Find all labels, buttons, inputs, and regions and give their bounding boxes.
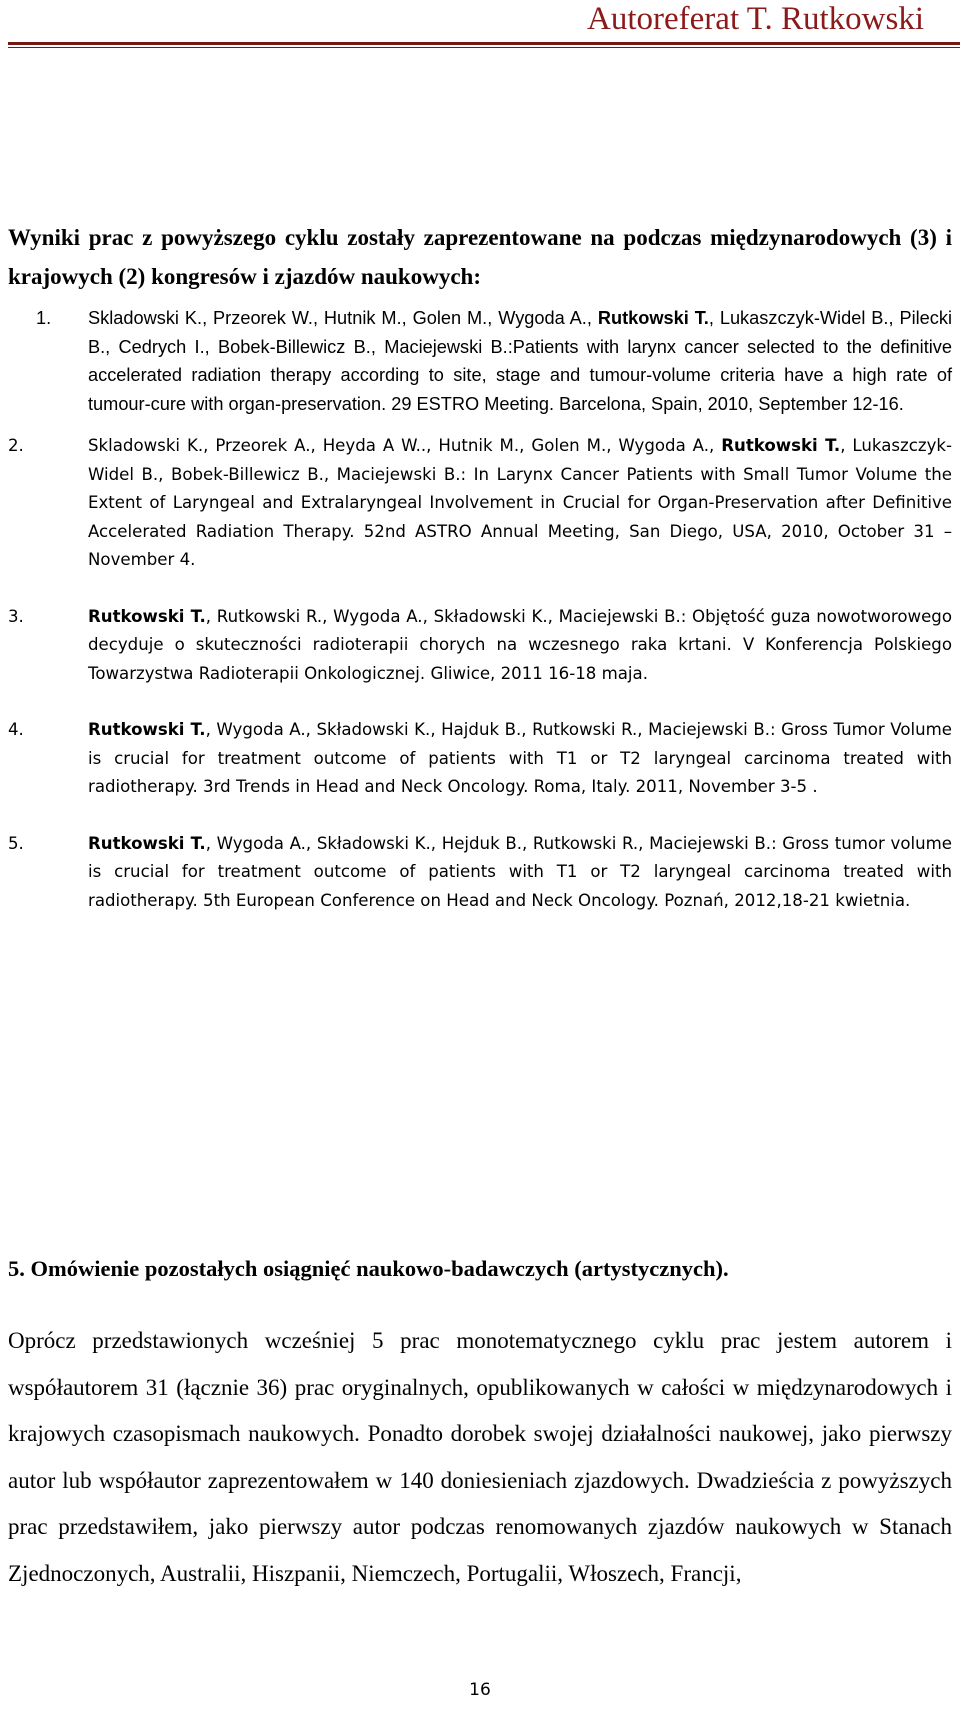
reference-highlighted-author: Rutkowski T. bbox=[88, 720, 206, 739]
reference-highlighted-author: Rutkowski T. bbox=[721, 436, 841, 455]
reference-details: , Rutkowski R., Wygoda A., Składowski K., Maciejewski B.: Objętość guza nowotworowego decyduje o skuteczności radioterapii chorych na wczesnego raka krtani. V Konferencja Polskiego Towarzystwa Radioterapii Onkologicznej. Gliwice, 2011 16-18 maja. bbox=[88, 606, 952, 683]
reference-highlighted-author: Rutkowski T. bbox=[88, 606, 206, 626]
header-rule-thin bbox=[8, 47, 960, 48]
section-paragraph: Oprócz przedstawionych wcześniej 5 prac monotematycznego cyklu prac jestem autorem i współautorem 31 (łącznie 36) prac oryginalnych, opublikowanych w całości w międzynarodowych i krajowych czasopismach naukowych. Ponadto dorobek swojej działalności naukowej, jako pierwszy autor lub współautor zaprezentowałem w 140 doniesieniach zjazdowych. Dwadzieścia z powyższych prac przedstawiłem, jako pierwszy autor podczas renomowanych zjazdów naukowych w Stanach Zjednoczonych, Australii, Hiszpanii, Niemczech, Portugalii, Włoszech, Francji, bbox=[8, 1328, 952, 1586]
reference-text bbox=[88, 603, 952, 689]
reference-details: , Lukaszczyk-Widel B., Pilecki B., Cedrych I., Bobek-Billewicz B., Maciejewski B.:Patients with larynx cancer selected to the definitive accelerated radiation therapy according to site, stage and tumour-volume criteria have a high rate of tumour-cure with organ-preservation. 29 ESTRO Meeting. Barcelona, Spain, 2010, September 12-16. bbox=[88, 308, 952, 414]
page-header bbox=[0, 0, 960, 44]
reference-text bbox=[88, 830, 952, 916]
reference-details: , Wygoda A., Składowski K., Hajduk B., Rutkowski R., Maciejewski B.: Gross Tumor Volume is crucial for treatment outcome of patients with T1 or T2 laryngeal carcinoma treated with radiotherapy. 3rd Trends in Head and Neck Oncology. Roma, Italy. 2011, November 3-5 . bbox=[88, 720, 952, 796]
header-rule bbox=[8, 42, 960, 45]
section-heading: 5. Omówienie pozostałych osiągnięć naukowo-badawczych (artystycznych). bbox=[8, 1256, 729, 1281]
reference-text bbox=[88, 432, 952, 575]
reference-text bbox=[88, 304, 952, 418]
reference-item-2 bbox=[8, 432, 952, 575]
reference-highlighted-author: Rutkowski T. bbox=[88, 833, 206, 853]
page-number: 16 bbox=[469, 1680, 491, 1700]
reference-number: 4. bbox=[8, 720, 24, 739]
reference-number: 2. bbox=[8, 436, 24, 455]
reference-text bbox=[88, 716, 952, 802]
reference-list bbox=[8, 304, 952, 915]
reference-details: , Lukaszczyk-Widel B., Bobek-Billewicz B., Maciejewski B.: In Larynx Cancer Patients with Small Tumor Volume the Extent of Laryngeal and Extralaryngeal Involvement in Crucial for Organ-Preservation after Definitive Accelerated Radiation Therapy. 52nd ASTRO Annual Meeting, San Diego, USA, 2010, October 31 – November 4. bbox=[88, 436, 952, 569]
reference-number: 3. bbox=[8, 606, 24, 626]
reference-item-3 bbox=[8, 603, 952, 689]
reference-item-5 bbox=[8, 830, 952, 916]
header-title: Autoreferat T. Rutkowski bbox=[587, 1, 924, 37]
intro-paragraph: Wyniki prac z powyższego cyklu zostały zaprezentowane na podczas międzynarodowych (3) i krajowych (2) kongresów i zjazdów naukowych: bbox=[8, 225, 952, 289]
reference-item-4 bbox=[8, 716, 952, 802]
reference-number: 5. bbox=[8, 833, 24, 853]
reference-highlighted-author: Rutkowski T. bbox=[597, 308, 709, 328]
reference-item-1 bbox=[8, 304, 952, 418]
reference-authors-before: Skladowski K., Przeorek A., Heyda A W.., Hutnik M., Golen M., Wygoda A., bbox=[88, 436, 722, 455]
reference-authors-before: Skladowski K., Przeorek W., Hutnik M., Golen M., Wygoda A., bbox=[88, 308, 598, 328]
reference-details: , Wygoda A., Składowski K., Hejduk B., Rutkowski R., Maciejewski B.: Gross tumor volume is crucial for treatment outcome of patients with T1 or T2 laryngeal carcinoma treated with radiotherapy. 5th European Conference on Head and Neck Oncology. Poznań, 2012,18-21 kwietnia. bbox=[88, 833, 952, 910]
reference-number: 1. bbox=[36, 308, 52, 328]
